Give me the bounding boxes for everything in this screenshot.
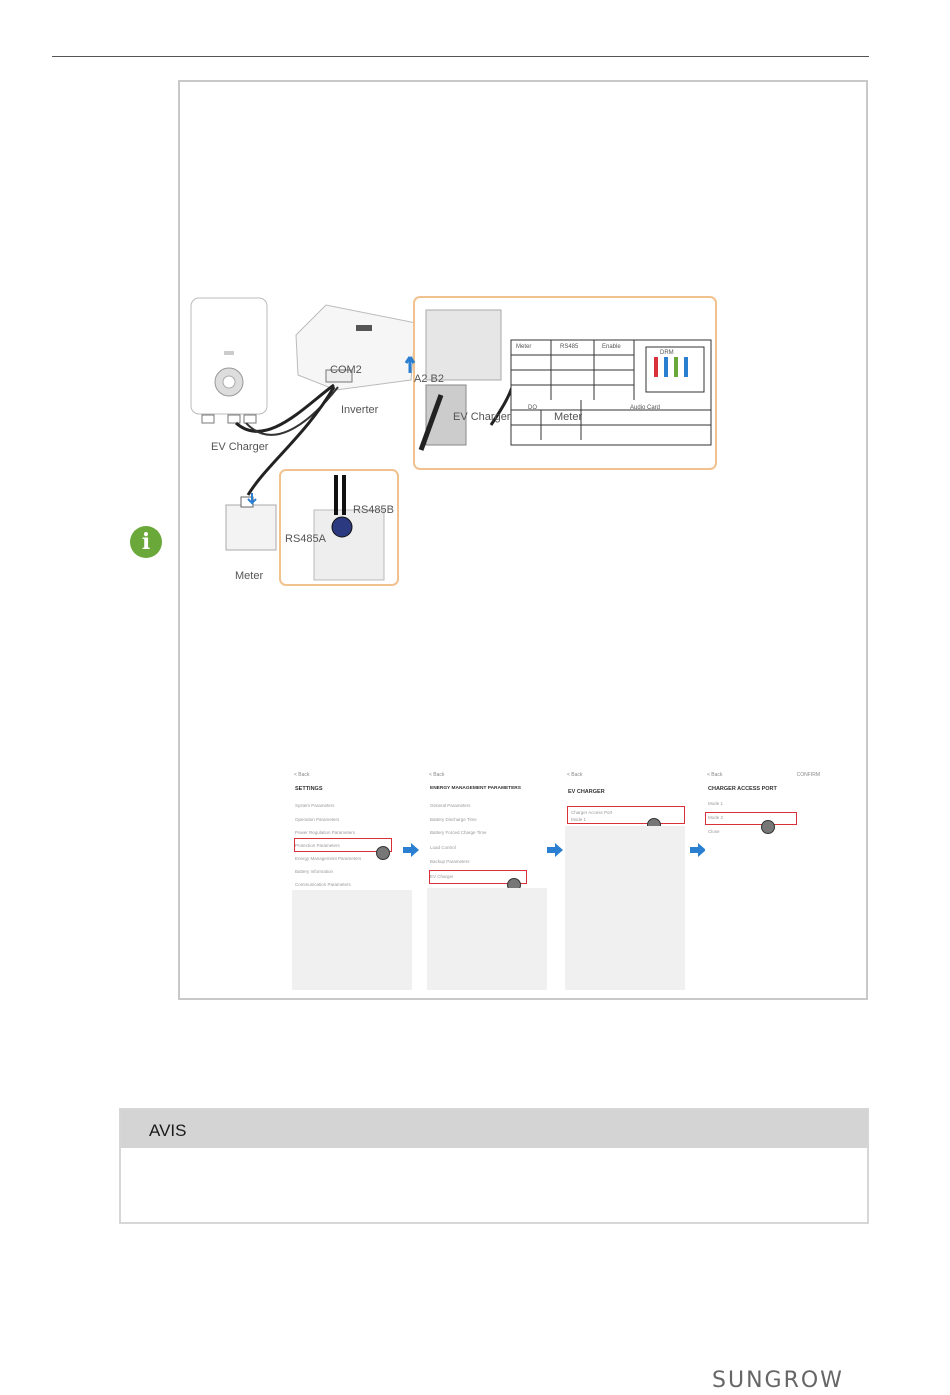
menu-item[interactable]: Operation Parameters [295, 817, 340, 822]
brand-logo: SUNGROW [712, 1368, 844, 1393]
meter-label-bottom: Meter [235, 570, 264, 582]
table-meter-label: Meter [516, 344, 532, 350]
menu-item[interactable]: Power Regulation Parameters [295, 830, 356, 835]
screen-empty-area [427, 888, 547, 990]
menu-item[interactable]: Protection Parameters [295, 843, 340, 848]
option-item[interactable]: Close [708, 829, 720, 834]
inverter-label: Inverter [341, 404, 379, 416]
option-item[interactable]: Mode 2 [708, 815, 724, 820]
screen-title: ENERGY MANAGEMENT PARAMETERS [430, 786, 521, 791]
next-arrow-icon [547, 843, 563, 857]
menu-item[interactable]: EV Charger [430, 874, 454, 879]
menu-item[interactable]: Load Control [430, 845, 456, 850]
notice-header [121, 1110, 867, 1148]
menu-item[interactable]: System Parameters [295, 803, 335, 808]
screen-title: CHARGER ACCESS PORT [708, 786, 777, 792]
menu-item[interactable]: General Parameters [430, 803, 471, 808]
back-link[interactable]: < Back [294, 772, 310, 778]
tap-hand-icon [376, 846, 390, 860]
menu-item[interactable]: Charger Access Port [571, 810, 613, 815]
rs485b-label: RS485B [353, 504, 394, 516]
notice-box [119, 1108, 869, 1224]
menu-item[interactable]: Battery Forced Charge Time [430, 830, 487, 835]
ev-charger-label-right: EV Charger [453, 411, 511, 423]
inverter-body [296, 305, 416, 390]
screen-energy-management [427, 768, 547, 990]
next-arrow-icon [403, 843, 419, 857]
wiring-diagram [186, 265, 721, 590]
com2-label: COM2 [330, 364, 362, 376]
highlight-box [567, 806, 685, 824]
menu-item-value: Mode 1 [571, 817, 587, 822]
menu-item[interactable]: Battery Discharge Time [430, 817, 477, 822]
table-audio-label: Audio Card [630, 405, 661, 411]
back-link[interactable]: < Back [567, 772, 583, 778]
screen-empty-area [565, 826, 685, 990]
meter-label-right: Meter [554, 411, 583, 423]
a2b2-label: A2 B2 [414, 373, 444, 385]
menu-item[interactable]: Backup Parameters [430, 859, 470, 864]
screen-charger-access-port [705, 768, 823, 990]
meter-body [226, 505, 276, 550]
screen-title: SETTINGS [295, 786, 323, 792]
screen-title: EV CHARGER [568, 789, 605, 795]
back-link[interactable]: < Back [429, 772, 445, 778]
ev-charger-body [191, 298, 267, 414]
next-arrow-icon [690, 843, 706, 857]
header-rule [52, 56, 869, 57]
menu-item[interactable]: Battery Information [295, 869, 334, 874]
tap-hand-icon [761, 820, 775, 834]
option-item[interactable]: Mode 1 [708, 801, 724, 806]
table-drm-label: DRM [660, 350, 674, 356]
confirm-button[interactable]: CONFIRM [796, 772, 820, 778]
info-icon: i [130, 526, 162, 558]
highlight-box [705, 812, 797, 825]
table-do-label: DO [528, 405, 537, 411]
screen-settings [292, 768, 412, 990]
ev-charger-label-left: EV Charger [211, 441, 269, 453]
menu-item[interactable]: Communication Parameters [295, 882, 351, 887]
notice-title: AVIS [149, 1121, 187, 1140]
table-rs485-label: RS485 [560, 344, 579, 350]
table-enable-label: Enable [602, 344, 621, 350]
back-link[interactable]: < Back [707, 772, 723, 778]
rs485a-label: RS485A [285, 533, 326, 545]
screen-ev-charger [565, 768, 685, 990]
screen-empty-area [292, 890, 412, 990]
menu-item[interactable]: Energy Management Parameters [295, 856, 362, 861]
